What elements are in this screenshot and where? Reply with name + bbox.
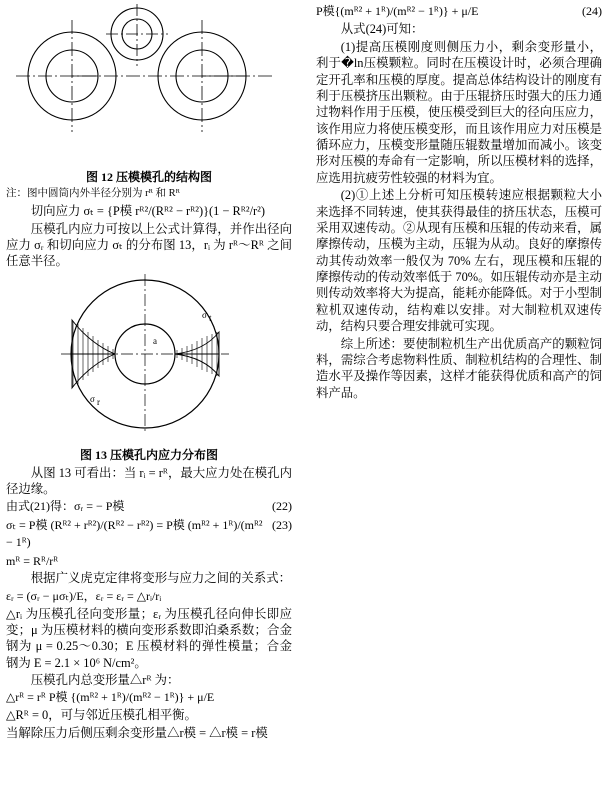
paragraph-point-1: (1)提高压模刚度则侧压力小，剩余变形量小，利于�ln压模颗粒。同时在压模设计时，必须合理确定开孔率和压模的厚度。提高总体结构设计的刚度有利于压模挤压出颗粒。由于压辊挤压时强大的压力通过物料作用于压模，使压模受到巨大的径向压应力，该作用应力将使压模变形，而且该作用应力对压模是循环应力，压模变形量随压辊数量增加而减小。该变形对压模的寿命有一定影响，所以压模材料的选择，应选用抗疲劳性较强的材料为宜。 (316, 39, 602, 185)
paragraph-total-deformation: 压模孔内总变形量△rᴿ 为： (30, 673, 180, 688)
paragraph-hooke-law: 根据广义虎克定律将变形与应力之间的关系式： (30, 571, 291, 586)
paragraph-residual-deformation: 当解除压力后侧压剩余变形量△r模 = △r模 = r模 (6, 725, 268, 740)
label-sigma-t: σ (202, 309, 207, 320)
label-a: a (153, 335, 157, 346)
label-sigma-r-sub: r (97, 396, 100, 407)
figure-12-diagram (6, 4, 292, 164)
figure-13-caption: 图 13 压模孔内应力分布图 (79, 447, 218, 462)
paragraph-max-stress: 从图 13 可看出：当 rᵢ = rᴿ，最大应力处在模孔内径边缘。 (6, 465, 292, 496)
equation-delta-R: △rᴿ = rᴿ P模 {(mᴿ² + 1ᴿ)/(mᴿ² − 1ᴿ)} + μ/E (6, 690, 215, 705)
paragraph-point-2: (2)①上述上分析可知压模转速应根据颗粒大小来选择不同转速，使其获得最佳的挤压状态，压模可采用双速传动。②从现有压模和压辊的传动来看，属摩擦传动，压模为主动，压辊为从动。良好的摩擦传动其传动效率一般仅为 70% 左右，现压模和压辊的摩擦传动的传动效率低于 70%。如压辊传动亦是主动则传动效率将大为提高，能耗亦能降低。对于小型制粒机双速传动，结构难以安排。对大制粒机双速传动，结构只要合理安排就可实现。 (316, 188, 603, 334)
equation-24-body: P模{(mᴿ² + 1ᴿ)/(mᴿ² − 1ᴿ)} + μ/E (316, 4, 479, 18)
paragraph-tangential-stress: 切向应力 σₜ = {P模 rᴿ²/(Rᴿ² − rᴿ²)}(1 − Rᴿ²/r²) (30, 204, 265, 219)
left-column (6, 2, 304, 807)
equation-24 (316, 3, 602, 20)
equation-22 (6, 498, 292, 515)
equation-strain: εᵣ = (σᵣ − μσₜ)/E，εᵣ = εᵣ = △rᵢ/rᵢ (6, 588, 162, 603)
equation-23-second-line: mᴿ = Rᴿ/rᴿ (6, 553, 59, 568)
paragraph-conclusion: 综上所述：要使制粒机生产出优质高产的颗粒饲料，需综合考虑物料性质、制粒机结构的合理性、制造水平及操作等因素，这样才能获得优质和高产的饲料产品。 (316, 336, 602, 400)
label-sigma-t-sub: t (209, 312, 212, 323)
equation-22-body: 由式(21)得：σᵣ = − P模 (6, 499, 125, 514)
label-sigma-r: σ (90, 393, 95, 404)
figure-12-svg (6, 4, 284, 162)
equation-22-tag: (22) (272, 499, 292, 514)
paragraph-symbol-definitions: △rᵢ 为压模孔径向变形量；εᵣ 为压模孔径向伸长即应变；μ 为压模材料的横向变形系数即泊桑系数；合金钢为 μ = 0.25～0.30；E 压模材料的弹性模量；合金钢为 E = 2.1 × 10⁶ N/cm²。 (6, 606, 292, 670)
paragraph-stress-distribution: 压模孔内应力可按以上公式计算得，并作出径向应力 σᵣ 和切向应力 σₜ 的分布图 13，rᵢ 为 rᴿ～Rᴿ 之间任意半径。 (6, 221, 292, 269)
figure-12-caption: 图 12 压模模孔的结构图 (85, 170, 212, 184)
figure-12-note: 注：图中圆筒内外半径分别为 rᴿ 和 Rᴿ (6, 188, 180, 199)
equation-24-tag: (24) (582, 4, 602, 18)
equation-23-tag: (23) (272, 517, 292, 532)
paragraph-from-eq24: 从式(24)可知： (340, 22, 424, 37)
figure-13-svg (6, 274, 284, 440)
right-column (304, 2, 602, 807)
equation-23-body: σₜ = P模 (Rᴿ² + rᴿ²)/(Rᴿ² − rᴿ²) = P模 (mᴿ² + 1ᴿ)/(mᴿ² − 1ᴿ) (6, 517, 263, 550)
figure-13-diagram (6, 274, 292, 442)
equation-23 (6, 517, 292, 552)
paragraph-balance: △Rᴿ = 0，可与邻近压模孔相平衡。 (6, 708, 197, 723)
